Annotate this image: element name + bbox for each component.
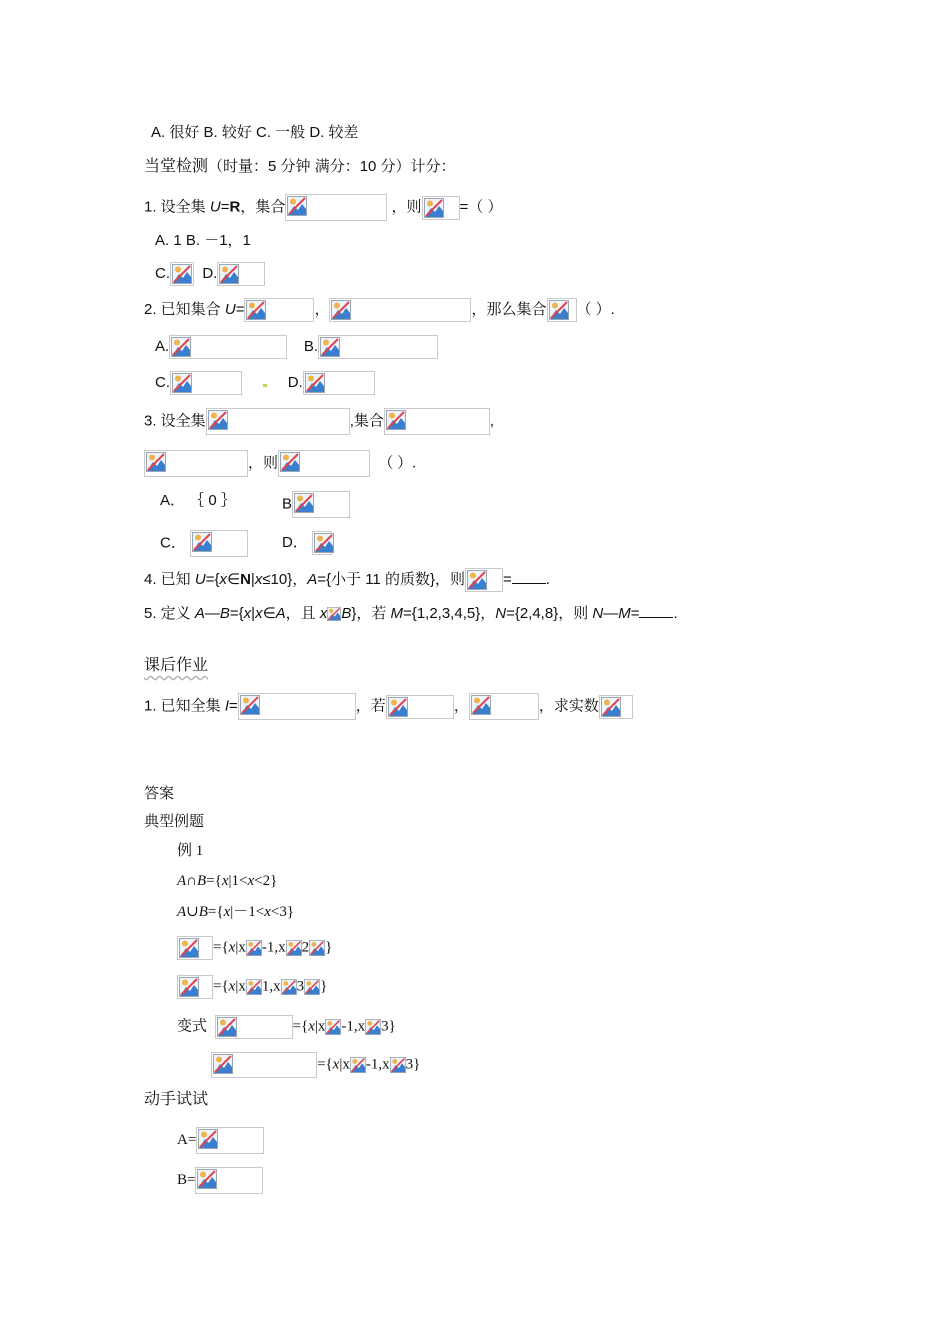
formula-image-icon bbox=[246, 940, 262, 956]
formula-image-icon bbox=[217, 262, 265, 286]
formula-image-icon bbox=[325, 1019, 341, 1035]
answers-example-1: 例 1 bbox=[177, 843, 204, 859]
quiz-q2-options-ab: A. B. bbox=[155, 335, 438, 359]
formula-image-icon bbox=[329, 298, 471, 322]
formula-image-icon bbox=[195, 1167, 263, 1194]
answer-practice-a: A= bbox=[177, 1127, 264, 1154]
quiz-question-5: 5. 定义 A—B={x|x∈A，且 x B}，若 M={1,2,3,4,5}，N={2,4,8}，则 N—M= . bbox=[144, 605, 678, 622]
homework-title: 课后作业 bbox=[144, 657, 209, 674]
formula-image-icon bbox=[206, 408, 350, 435]
formula-image-icon bbox=[177, 936, 213, 960]
answer-blank bbox=[639, 603, 673, 618]
quiz-q1-options-ab: A. 1 B. －1，1 bbox=[155, 232, 251, 249]
formula-image-icon bbox=[238, 693, 356, 720]
quiz-question-3: 3. 设全集 ,集合 , bbox=[144, 408, 494, 435]
formula-image-icon bbox=[465, 568, 503, 592]
formula-image-icon bbox=[422, 196, 460, 220]
answer-practice-b: B= bbox=[177, 1167, 263, 1194]
formula-image-icon bbox=[170, 371, 242, 395]
quiz-q3-option-b: B bbox=[282, 491, 350, 518]
formula-image-icon bbox=[599, 695, 633, 719]
formula-image-icon bbox=[312, 531, 332, 555]
homework-question-1: 1. 已知全集 I= ，若 ， ，求实数 bbox=[144, 693, 633, 720]
formula-image-icon bbox=[144, 450, 248, 477]
formula-image-icon bbox=[190, 530, 248, 557]
formula-image-icon bbox=[390, 1057, 406, 1073]
answer-row-4: ={x|x 1,x 3 } bbox=[177, 975, 327, 999]
formula-image-icon bbox=[285, 194, 387, 221]
answers-title: 答案 bbox=[144, 786, 175, 802]
formula-image-icon bbox=[303, 371, 375, 395]
formula-image-icon bbox=[281, 979, 297, 995]
answer-row-variant: 变式 ={x|x -1,x 3} bbox=[177, 1015, 396, 1039]
quiz-q2-options-cd: C. D. bbox=[155, 371, 375, 395]
quiz-q3-option-d: D． bbox=[282, 531, 332, 555]
quiz-question-3-cont: ，则 （ ）. bbox=[144, 450, 416, 477]
formula-image-icon bbox=[278, 450, 370, 477]
answers-section-examples: 典型例题 bbox=[144, 814, 205, 830]
formula-image-icon bbox=[177, 975, 213, 999]
formula-image-icon bbox=[286, 940, 302, 956]
quiz-heading bbox=[144, 157, 456, 177]
answer-row-intersection: A∩B={x|1<x<2} bbox=[177, 873, 278, 889]
formula-image-icon bbox=[309, 940, 325, 956]
quiz-question-2: 2. 已知集合 U= ， ，那么集合 （ ）. bbox=[144, 298, 615, 322]
answer-blank bbox=[512, 569, 546, 584]
not-in-symbol-icon bbox=[327, 607, 341, 621]
formula-image-icon bbox=[170, 262, 194, 286]
quiz-meta: （时量：5 分钟 满分：10 分）计分： bbox=[208, 158, 456, 175]
formula-image-icon bbox=[304, 979, 320, 995]
quiz-question-4: 4. 已知 U={x∈N|x≤10}，A={小于 11 的质数}，则 = . bbox=[144, 568, 550, 592]
answers-section-practice: 动手试试 bbox=[144, 1091, 209, 1108]
quiz-question-1: 1. 设全集 U=R，集合 ，则 =（ ） bbox=[144, 194, 502, 221]
quiz-q1-options-cd: C. D. bbox=[155, 262, 265, 286]
formula-image-icon bbox=[292, 491, 350, 518]
formula-image-icon bbox=[384, 408, 490, 435]
formula-image-icon bbox=[169, 335, 287, 359]
quiz-title: 当堂检测 bbox=[144, 158, 209, 175]
formula-image-icon bbox=[350, 1057, 366, 1073]
formula-image-icon bbox=[386, 695, 454, 719]
formula-image-icon bbox=[244, 298, 314, 322]
formula-image-icon bbox=[196, 1127, 264, 1154]
quiz-q3-options-ab: A． ｛ 0 ｝ bbox=[160, 492, 236, 509]
formula-image-icon bbox=[211, 1052, 317, 1078]
formula-image-icon bbox=[547, 298, 577, 322]
formula-image-icon bbox=[365, 1019, 381, 1035]
formula-image-icon bbox=[469, 693, 539, 720]
formula-image-icon bbox=[318, 335, 438, 359]
formula-image-icon bbox=[215, 1015, 293, 1039]
answer-row-union: A∪B={x|－1<x<3} bbox=[177, 904, 295, 920]
answer-row-variant-2: ={x|x -1,x 3} bbox=[211, 1052, 420, 1078]
survey-options: A. 很好 B. 较好 C. 一般 D. 较差 bbox=[151, 124, 359, 141]
formula-image-icon bbox=[246, 979, 262, 995]
answer-row-3: ={x|x -1,x 2 } bbox=[177, 936, 332, 960]
quiz-q3-option-c: C． bbox=[160, 530, 248, 557]
